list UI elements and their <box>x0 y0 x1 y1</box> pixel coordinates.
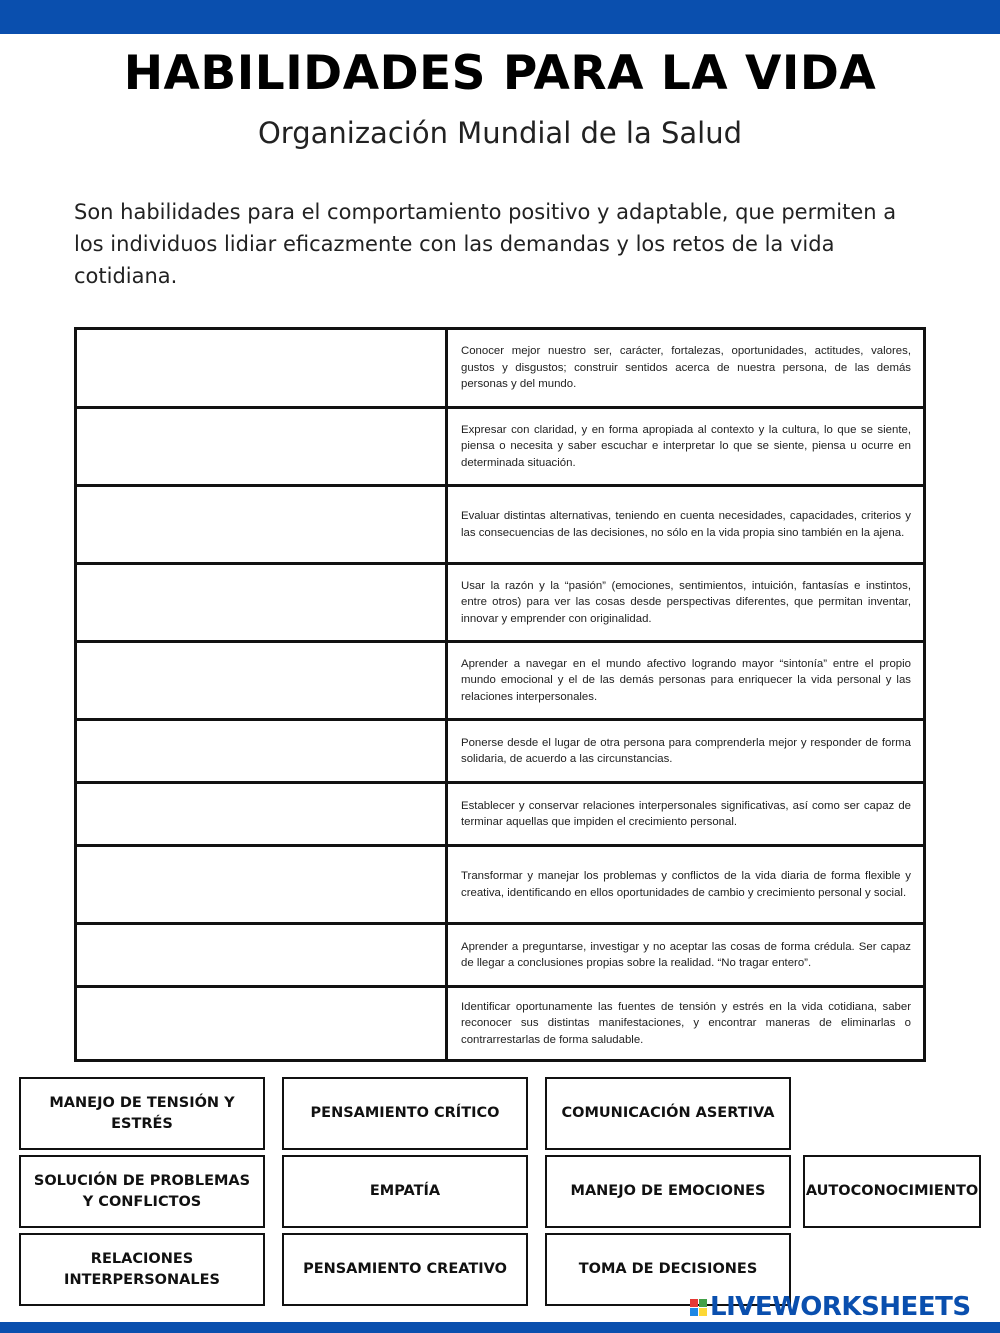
answer-card-empatia[interactable]: EMPATÍA <box>282 1155 528 1228</box>
answer-drop-zone[interactable] <box>77 847 448 922</box>
answer-drop-zone[interactable] <box>77 643 448 718</box>
answer-card-manejo-emociones[interactable]: MANEJO DE EMOCIONES <box>545 1155 791 1228</box>
answer-drop-zone[interactable] <box>77 721 448 781</box>
row-description: Usar la razón y la “pasión” (emociones, sentimientos, intuición, fantasías e instintos, entre otros) para ver las cosas desde perspectivas diferentes, que permitan inventar, innovar y emprender con originalidad. <box>461 579 911 625</box>
row-description: Conocer mejor nuestro ser, carácter, fortalezas, oportunidades, actitudes, valores, gustos y disgustos; construir sentidos acerca de nuestra persona, de las demás personas y del mundo. <box>461 345 911 391</box>
row-description: Transformar y manejar los problemas y conflictos de la vida diaria de forma flexible y creativa, identificando en ellos oportunidades de cambio y crecimiento personal y social. <box>461 870 911 899</box>
answer-drop-zone[interactable] <box>77 565 448 640</box>
answer-card-solucion-problemas[interactable]: SOLUCIÓN DE PROBLEMAS Y CONFLICTOS <box>19 1155 265 1228</box>
table-row <box>77 409 923 487</box>
answer-card-manejo-tension[interactable]: MANEJO DE TENSIÓN Y ESTRÉS <box>19 1077 265 1150</box>
row-description: Establecer y conservar relaciones interpersonales significativas, así como ser capaz de terminar aquellas que impiden el crecimiento personal. <box>461 799 911 828</box>
page-subtitle: Organización Mundial de la Salud <box>257 116 743 150</box>
answer-drop-zone[interactable] <box>77 487 448 562</box>
answer-card-comunicacion-asertiva[interactable]: COMUNICACIÓN ASERTIVA <box>545 1077 791 1150</box>
answer-card-pensamiento-critico[interactable]: PENSAMIENTO CRÍTICO <box>282 1077 528 1150</box>
table-row <box>77 487 923 565</box>
table-row <box>77 988 923 1059</box>
bottom-banner <box>0 1322 1000 1333</box>
row-description: Identificar oportunamente las fuentes de tensión y estrés en la vida cotidiana, saber reconocer sus distintas manifestaciones, y encontrar maneras de eliminarlas o contrarrestarlas de forma saludable. <box>461 1000 911 1046</box>
answer-card-pensamiento-creativo[interactable]: PENSAMIENTO CREATIVO <box>282 1233 528 1306</box>
page-title: HABILIDADES PARA LA VIDA <box>123 46 877 101</box>
answer-card-relaciones-interpersonales[interactable]: RELACIONES INTERPERSONALES <box>19 1233 265 1306</box>
top-banner <box>0 0 1000 34</box>
liveworksheets-logo[interactable] <box>690 1292 971 1322</box>
table-row <box>77 847 923 925</box>
answer-drop-zone[interactable] <box>77 784 448 844</box>
table-row <box>77 925 923 988</box>
logo-text: LIVEWORKSHEETS <box>710 1292 971 1322</box>
table-row <box>77 643 923 721</box>
table-row <box>77 721 923 784</box>
answer-card-autoconocimiento[interactable]: AUTOCONOCIMIENTO <box>803 1155 981 1228</box>
row-description: Aprender a preguntarse, investigar y no aceptar las cosas de forma crédula. Ser capaz de llegar a conclusiones propias sobre la realidad. “No tragar entero”. <box>461 940 911 969</box>
answer-drop-zone[interactable] <box>77 988 448 1059</box>
liveworksheets-blocks-icon <box>690 1299 707 1316</box>
table-row <box>77 330 923 409</box>
answer-drop-zone[interactable] <box>77 925 448 985</box>
row-description: Expresar con claridad, y en forma apropiada al contexto y la cultura, lo que se siente, piensa o necesita y saber escuchar e interpretar lo que se siente, piensa u ocurre en determinada situación. <box>461 423 911 469</box>
table-row <box>77 784 923 847</box>
row-description: Aprender a navegar en el mundo afectivo logrando mayor “sintonía” entre el propio mundo emocional y el de las demás personas para enriquecer la vida personal y las relaciones interpersonales. <box>461 657 911 703</box>
table-row <box>77 565 923 643</box>
matching-table <box>74 327 926 1062</box>
answer-card-toma-decisiones[interactable]: TOMA DE DECISIONES <box>545 1233 791 1306</box>
row-description: Evaluar distintas alternativas, teniendo en cuenta necesidades, capacidades, criterios y las consecuencias de las decisiones, no sólo en la vida propia sino también en la ajena. <box>461 510 911 539</box>
row-description: Ponerse desde el lugar de otra persona para comprenderla mejor y responder de forma solidaria, de acuerdo a las circunstancias. <box>461 736 911 765</box>
intro-paragraph: Son habilidades para el comportamiento positivo y adaptable, que permiten a los individuos lidiar eficazmente con las demandas y los retos de la vida cotidiana. <box>74 200 897 288</box>
answer-drop-zone[interactable] <box>77 409 448 484</box>
answer-drop-zone[interactable] <box>77 330 448 406</box>
